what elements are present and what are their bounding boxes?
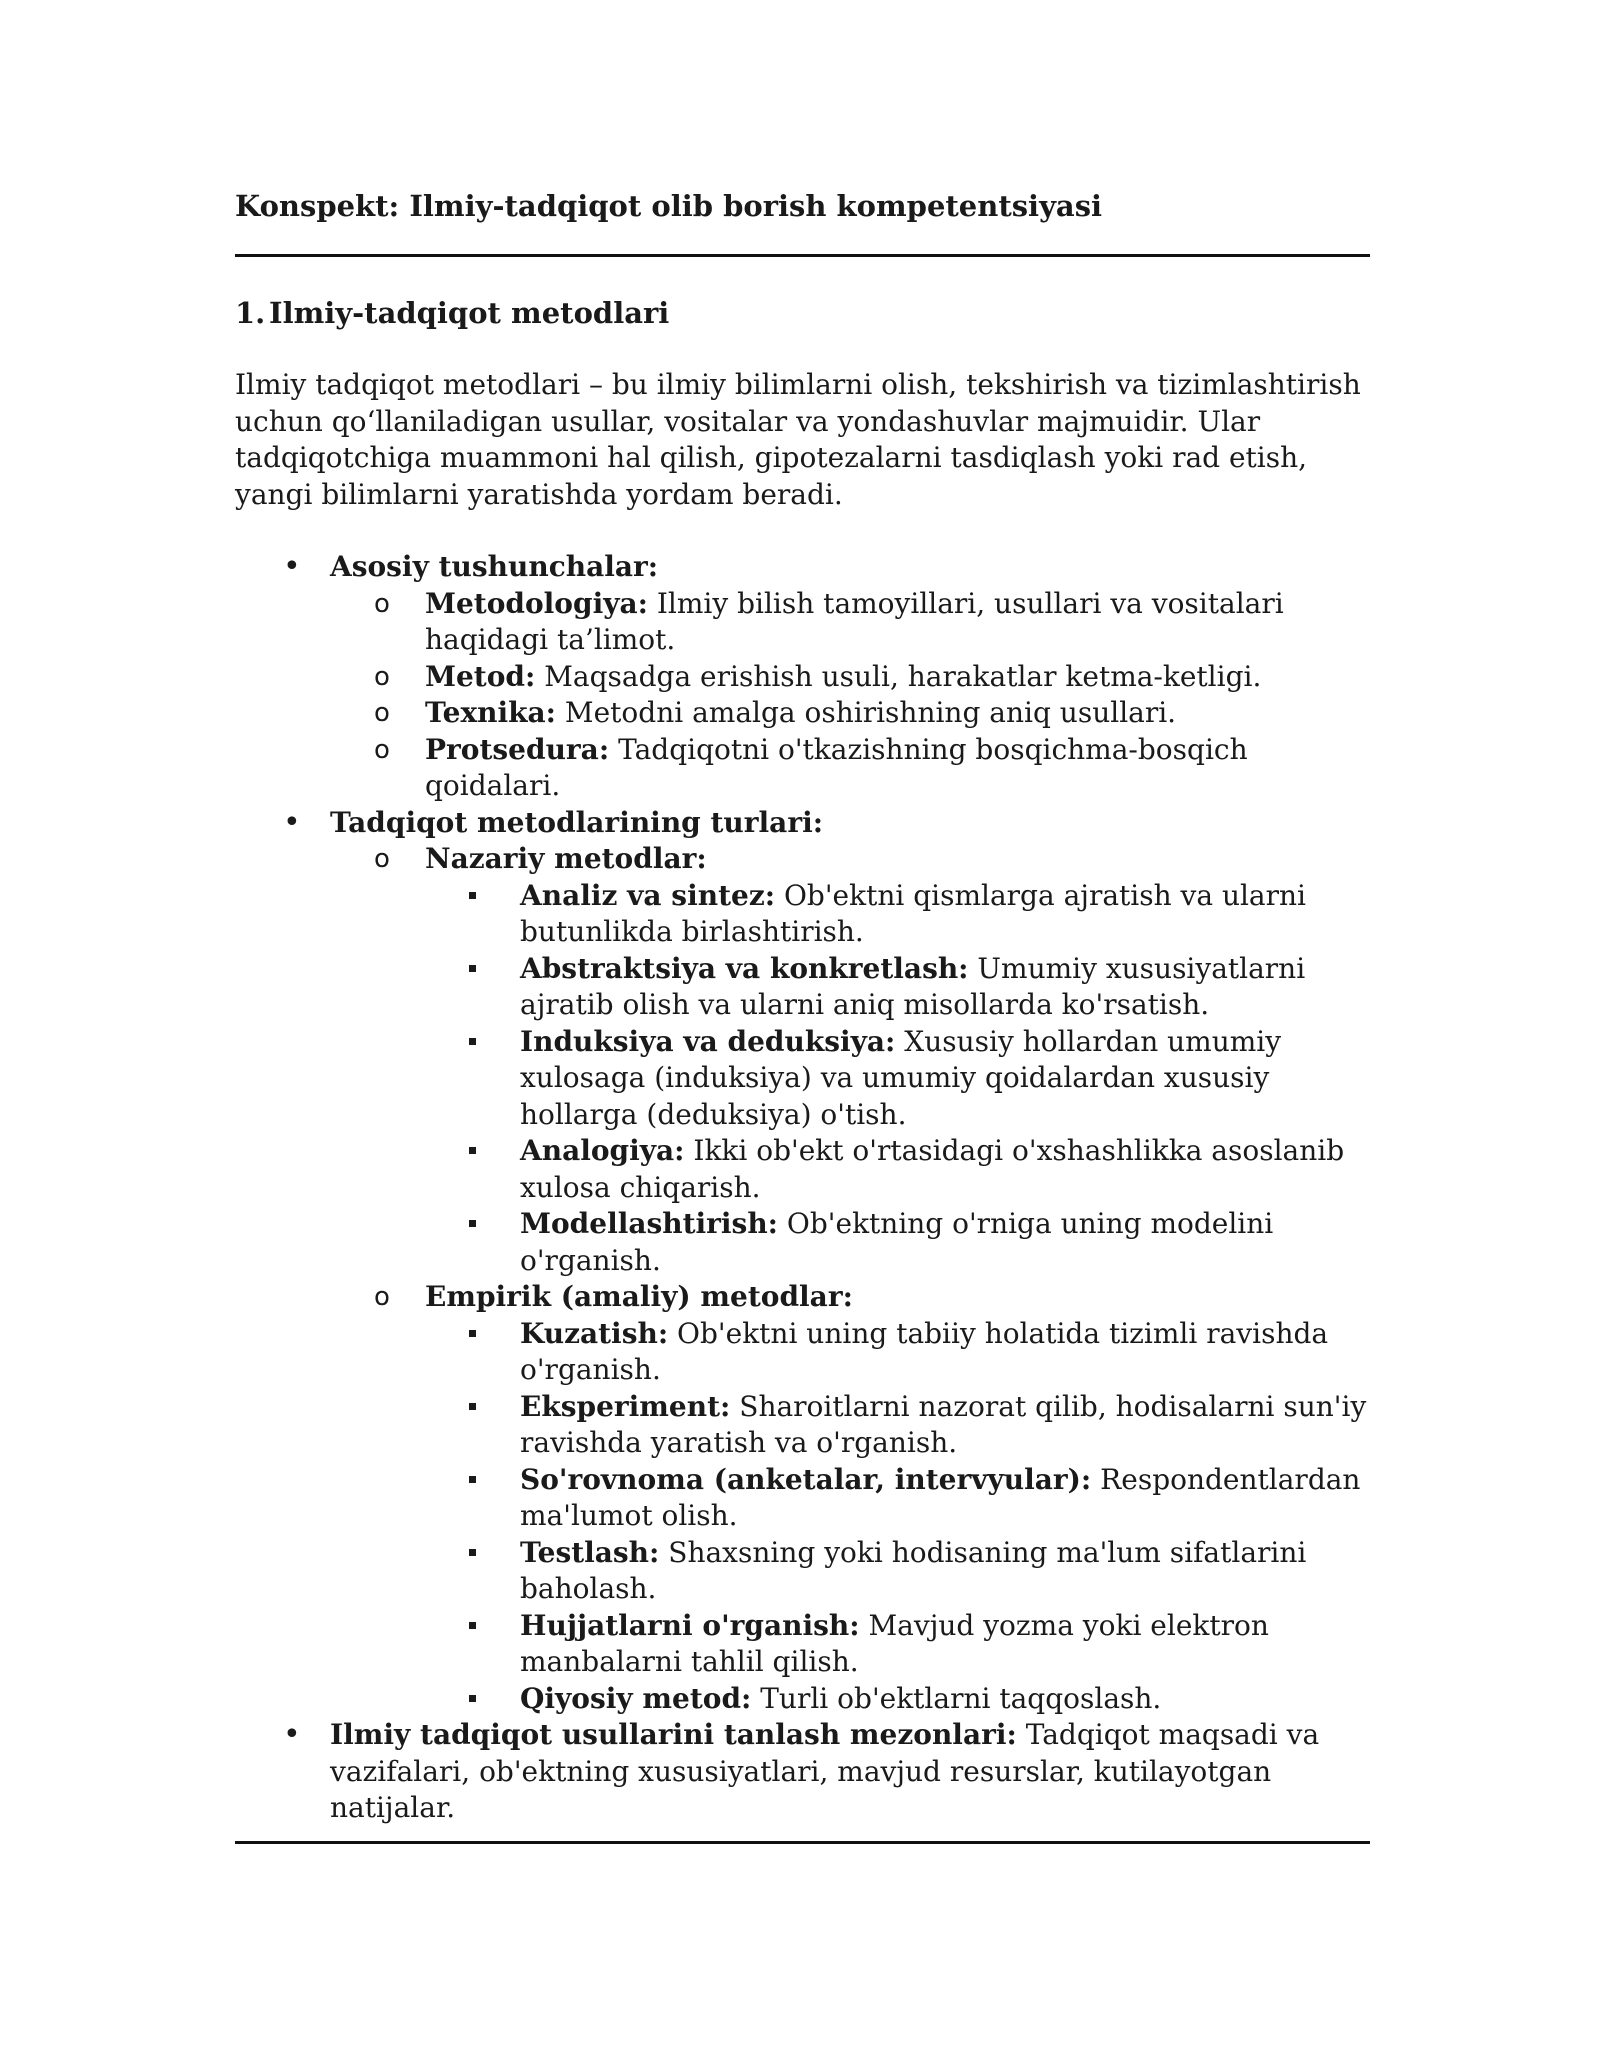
circle-bullet-icon: o [374, 734, 390, 765]
list-item [425, 878, 1375, 951]
square-bullet-icon [469, 1462, 564, 1499]
item-term: Testlash: [520, 1535, 660, 1569]
item-text: Shaxsning yoki hodisaning ma'lum sifatlarini baholash. [520, 1535, 1307, 1605]
top-divider [235, 254, 1370, 257]
criteria-term: Ilmiy tadqiqot usullarini tanlash mezonlari: [330, 1718, 1017, 1751]
square-bullet-icon [469, 878, 564, 915]
item-text: Ikki ob'ekt o'rtasidagi o'xshashlikka asoslanib xulosa chiqarish. [520, 1134, 1345, 1204]
main-bullet-list [235, 549, 1375, 1827]
item-term: Analiz va sintez: [520, 878, 776, 912]
square-bullet-icon [469, 1535, 564, 1572]
list-item [425, 1316, 1375, 1389]
list-item [425, 1462, 1375, 1535]
method-types-list [330, 841, 1375, 1717]
list-item [425, 1535, 1375, 1608]
item-text: Metodni amalga oshirishning aniq usullari. [556, 696, 1177, 729]
item-term: Protsedura: [425, 732, 610, 766]
circle-bullet-icon: o [374, 588, 390, 619]
square-bullet-icon [469, 1608, 564, 1645]
section-title: Ilmiy-tadqiqot metodlari [269, 296, 670, 330]
item-term: Hujjatlarni o'rganish: [520, 1608, 860, 1642]
circle-bullet-icon: o [374, 661, 390, 692]
item-text: Ob'ektning o'rniga uning modelini o'rganish. [520, 1207, 1274, 1277]
bottom-divider [235, 1841, 1370, 1844]
list-item-criteria [235, 1717, 1375, 1827]
list-item-theoretical [330, 841, 1375, 1279]
item-text: Ob'ektni uning tabiiy holatida tizimli ravishda o'rganish. [520, 1316, 1329, 1386]
item-text: Tadqiqotni o'tkazishning bosqichma-bosqich qoidalari. [425, 732, 1248, 802]
item-text: Umumiy xususiyatlarni ajratib olish va ularni aniq misollarda ko'rsatish. [520, 951, 1306, 1021]
section-number: 1. [235, 296, 266, 330]
list-item [425, 1133, 1375, 1206]
item-term: Abstraktsiya va konkretlash: [520, 951, 969, 985]
square-bullet-icon [469, 1389, 564, 1426]
item-text: Mavjud yozma yoki elektron manbalarni tahlil qilish. [520, 1608, 1269, 1678]
list-item [330, 732, 1375, 805]
item-term: Kuzatish: [520, 1316, 669, 1350]
item-term: Induksiya va deduksiya: [520, 1024, 896, 1058]
circle-bullet-icon: o [374, 1282, 390, 1312]
bullet-icon: • [283, 1717, 301, 1752]
item-term: Eksperiment: [520, 1389, 731, 1423]
item-term: Analogiya: [520, 1134, 685, 1167]
list-item [425, 1024, 1375, 1134]
item-text: Maqsadga erishish usuli, harakatlar ketma-ketligi. [535, 659, 1262, 693]
document-title: Konspekt: Ilmiy-tadqiqot olib borish kompetentsiyasi [235, 189, 1103, 223]
list-item-method-types [235, 805, 1375, 1718]
bullet-icon: • [283, 549, 301, 584]
list-item [330, 659, 1375, 696]
item-text: Turli ob'ektlarni taqqoslash. [751, 1681, 1162, 1715]
list-item [330, 695, 1375, 732]
circle-bullet-icon: o [374, 698, 390, 728]
list-item [425, 1608, 1375, 1681]
square-bullet-icon [469, 951, 564, 988]
list-item [425, 1681, 1375, 1718]
square-bullet-icon [469, 1316, 564, 1353]
section-heading [235, 293, 1375, 333]
item-text: Respondentlardan ma'lumot olish. [520, 1462, 1361, 1532]
list-item-concepts [235, 549, 1375, 805]
square-bullet-icon [469, 1133, 564, 1170]
theoretical-heading: Nazariy metodlar: [425, 842, 707, 875]
criteria-text: Tadqiqot maqsadi va vazifalari, ob'ektning xususiyatlari, mavjud resurslar, kutilayotgan natijalar. [330, 1718, 1320, 1824]
empirical-heading: Empirik (amaliy) metodlar: [425, 1280, 853, 1313]
item-term: So'rovnoma (anketalar, intervyular): [520, 1462, 1092, 1496]
item-term: Metod: [425, 659, 536, 693]
concepts-list [330, 586, 1375, 805]
section-intro-paragraph: Ilmiy tadqiqot metodlari – bu ilmiy bilimlarni olish, tekshirish va tizimlashtirish uchun qo‘llaniladigan usullar, vositalar va yondashuvlar majmuidir. Ular tadqiqotchiga muammoni hal qilish, gipotezalarni tasdiqlash yoki rad etish, yangi bilimlarni yaratishda yordam beradi. [235, 368, 1361, 511]
item-term: Metodologiya: [425, 586, 648, 620]
square-bullet-icon [469, 1681, 564, 1718]
list-item [330, 586, 1375, 659]
item-text: Xususiy hollardan umumiy xulosaga (induksiya) va umumiy qoidalardan xususiy hollarga (deduksiya) o'tish. [520, 1024, 1282, 1131]
empirical-methods-list [425, 1316, 1375, 1718]
item-term: Qiyosiy metod: [520, 1681, 752, 1715]
item-term: Modellashtirish: [520, 1207, 779, 1240]
square-bullet-icon [469, 1206, 564, 1243]
method-types-heading: Tadqiqot metodlarining turlari: [330, 805, 824, 839]
item-text: Ob'ektni qismlarga ajratish va ularni butunlikda birlashtirish. [520, 878, 1306, 948]
circle-bullet-icon: o [374, 844, 390, 874]
square-bullet-icon [469, 1024, 564, 1061]
theoretical-methods-list [425, 878, 1375, 1280]
list-item [425, 1389, 1375, 1462]
item-text: Sharoitlarni nazorat qilib, hodisalarni sun'iy ravishda yaratish va o'rganish. [520, 1389, 1367, 1459]
list-item [425, 1206, 1375, 1279]
list-item [425, 951, 1375, 1024]
list-item-empirical [330, 1279, 1375, 1717]
document-page [235, 186, 1375, 1844]
item-text: Ilmiy bilish tamoyillari, usullari va vositalari haqidagi ta’limot. [425, 586, 1284, 656]
concepts-heading: Asosiy tushunchalar: [330, 550, 659, 583]
bullet-icon: • [283, 804, 301, 840]
item-term: Texnika: [425, 696, 557, 729]
